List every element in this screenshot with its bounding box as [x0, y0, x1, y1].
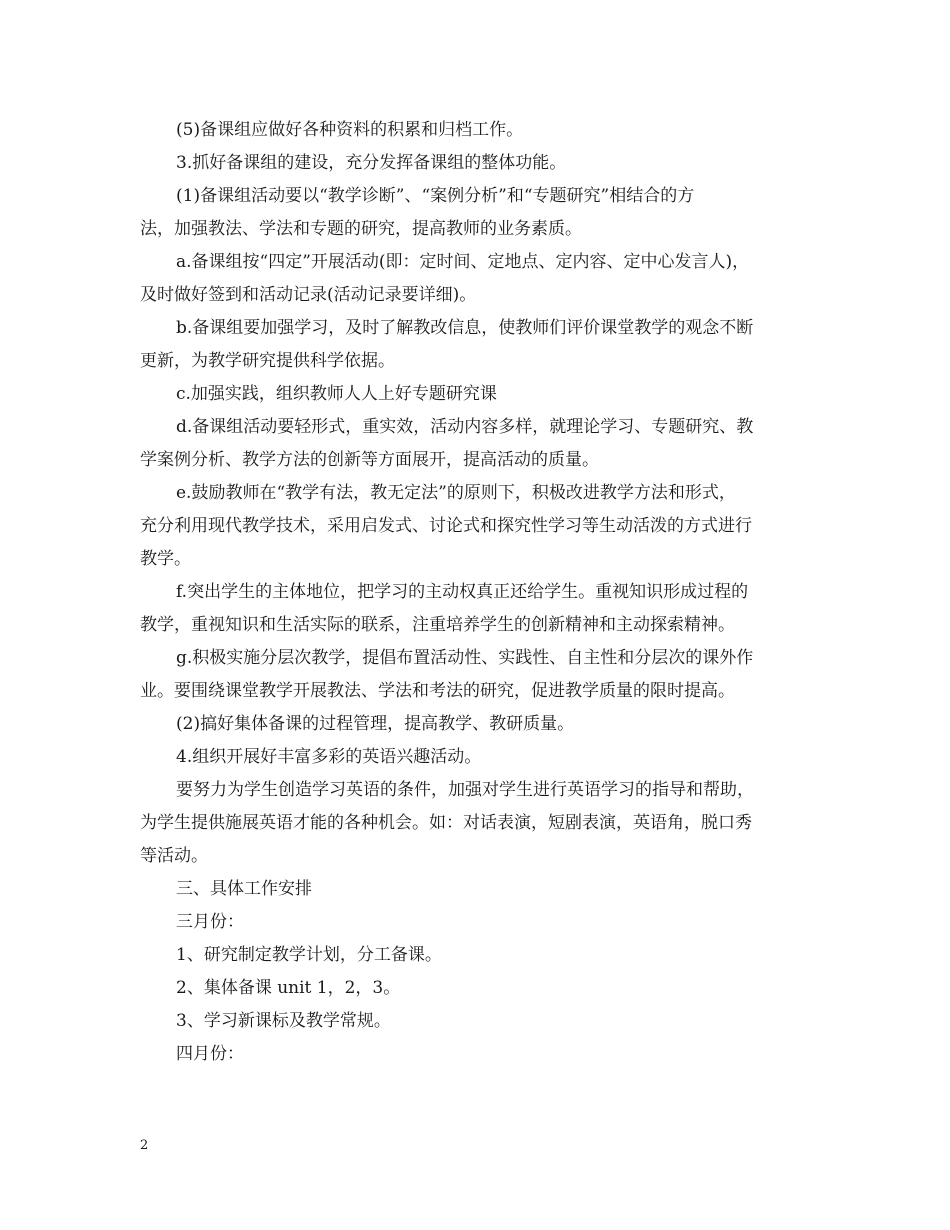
- paragraph-line: (1)备课组活动要以“教学诊断”、“案例分析”和“专题研究”相结合的方: [176, 186, 695, 206]
- paragraph-line: b.备课组要加强学习，及时了解教改信息，使教师们评价课堂教学的观念不断: [176, 318, 754, 338]
- section-heading: 三、具体工作安排: [176, 879, 312, 899]
- section-heading: 3.抓好备课组的建设，充分发挥备课组的整体功能。: [176, 153, 567, 173]
- paragraph-line: (2)搞好集体备课的过程管理，提高教学、教研质量。: [176, 714, 575, 734]
- paragraph-line: (5)备课组应做好各种资料的积累和归档工作。: [176, 120, 524, 140]
- paragraph-line: 更新，为教学研究提供科学依据。: [140, 351, 395, 371]
- paragraph-line: d.备课组活动要轻形式，重实效，活动内容多样，就理论学习、专题研究、教: [176, 417, 754, 437]
- month-heading: 三月份：: [176, 912, 244, 932]
- paragraph-line: g.积极实施分层次教学，提倡布置活动性、实践性、自主性和分层次的课外作: [176, 648, 754, 668]
- section-heading: 4.组织开展好丰富多彩的英语兴趣活动。: [176, 747, 482, 767]
- paragraph-line: 及时做好签到和活动记录(活动记录要详细)。: [140, 285, 477, 305]
- list-item: 3、学习新课标及教学常规。: [176, 1011, 391, 1031]
- paragraph-line: 业。要围绕课堂教学开展教法、学法和考法的研究，促进教学质量的限时提高。: [140, 681, 735, 701]
- paragraph-line: a.备课组按“四定”开展活动(即：定时间、定地点、定内容、定中心发言人)，: [176, 252, 750, 272]
- paragraph-line: 等活动。: [140, 846, 208, 866]
- paragraph-line: f.突出学生的主体地位，把学习的主动权真正还给学生。重视知识形成过程的: [176, 582, 749, 602]
- paragraph-line: 要努力为学生创造学习英语的条件，加强对学生进行英语学习的指导和帮助，: [176, 780, 754, 800]
- list-item: 2、集体备课 unit 1，2，3。: [176, 978, 401, 998]
- paragraph-line: e.鼓励教师在“教学有法，教无定法”的原则下，积极改进教学方法和形式，: [176, 483, 736, 503]
- paragraph-line: 充分利用现代教学技术，采用启发式、讨论式和探究性学习等生动活泼的方式进行: [140, 516, 752, 536]
- paragraph-line: 法，加强教法、学法和专题的研究，提高教师的业务素质。: [140, 219, 582, 239]
- page-number: 2: [140, 1138, 149, 1153]
- paragraph-line: c.加强实践，组织教师人人上好专题研究课: [176, 384, 497, 404]
- paragraph-line: 为学生提供施展英语才能的各种机会。如：对话表演，短剧表演，英语角，脱口秀: [140, 813, 752, 833]
- list-item: 1、研究制定教学计划，分工备课。: [176, 945, 442, 965]
- body-text: [140, 114, 820, 1071]
- month-heading: 四月份：: [176, 1044, 244, 1064]
- paragraph-line: 学案例分析、教学方法的创新等方面展开，提高活动的质量。: [140, 450, 599, 470]
- paragraph-line: 教学。: [140, 549, 191, 569]
- paragraph-line: 教学，重视知识和生活实际的联系，注重培养学生的创新精神和主动探索精神。: [140, 615, 735, 635]
